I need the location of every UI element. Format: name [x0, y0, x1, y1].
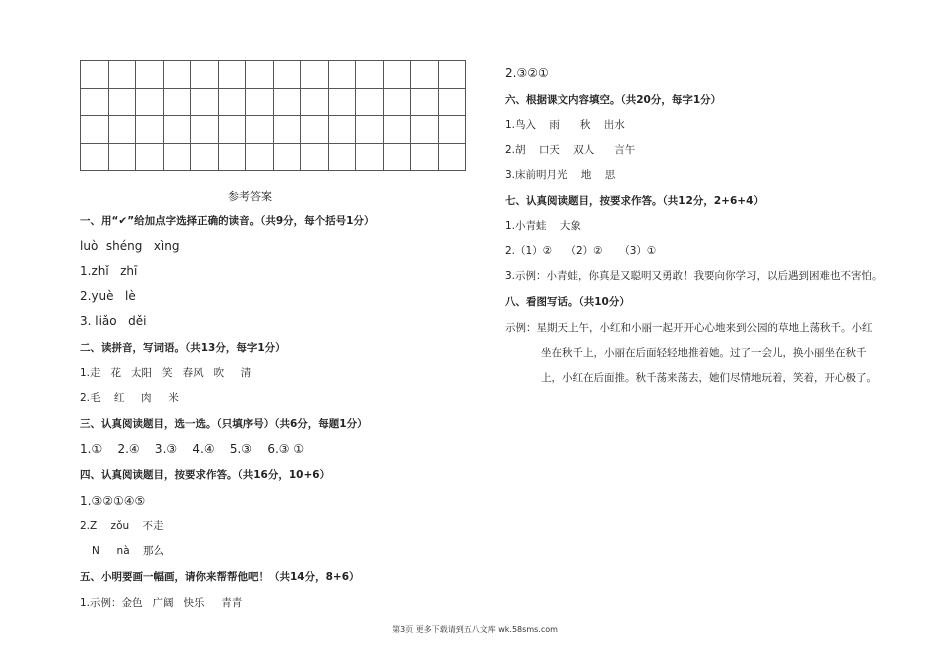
grid-cell — [191, 116, 219, 144]
q1-heading: 一、用“✔”给加点字选择正确的读音。（共9分，每个括号1分） — [80, 215, 375, 227]
q1-item-2: 2.yuè lè — [80, 289, 136, 303]
q4-item-3: N nà 那么 — [92, 545, 164, 557]
grid-cell — [356, 89, 384, 117]
grid-cell — [384, 144, 412, 172]
q5-heading: 五、小明要画一幅画，请你来帮帮他吧！（共14分，8+6） — [80, 571, 360, 583]
q4-item-2: 2.Z zǒu 不走 — [80, 520, 164, 532]
grid-cell — [329, 144, 357, 172]
q8-line-2: 坐在秋千上，小丽在后面轻轻地推着她。过了一会儿，换小丽坐在秋千 — [541, 347, 867, 359]
answers-title: 参考答案 — [228, 190, 272, 203]
grid-cell — [384, 89, 412, 117]
q4-item-1: 1.③②①④⑤ — [80, 494, 146, 508]
grid-cell — [136, 116, 164, 144]
grid-cell — [109, 89, 137, 117]
q3-item-1: 1.① 2.④ 3.③ 4.④ 5.③ 6.③ ① — [80, 442, 305, 456]
grid-cell — [356, 116, 384, 144]
grid-cell — [246, 116, 274, 144]
grid-cell — [109, 61, 137, 89]
q7-item-3: 3.示例：小青蛙，你真是又聪明又勇敢！我要向你学习，以后遇到困难也不害怕。 — [505, 270, 883, 282]
grid-cell — [219, 144, 247, 172]
grid-cell — [246, 144, 274, 172]
grid-cell — [411, 61, 439, 89]
grid-cell — [81, 61, 109, 89]
q5-item-2: 2.③②① — [505, 66, 549, 80]
q6-heading: 六、根据课文内容填空。（共20分，每字1分） — [505, 94, 722, 106]
grid-cell — [329, 61, 357, 89]
page-footer: 第3页 更多下载请到五八文库 wk.58sms.com — [392, 625, 558, 634]
grid-cell — [439, 116, 467, 144]
q8-line-3: 上，小红在后面推。秋千荡来荡去，她们尽情地玩着，笑着，开心极了。 — [541, 372, 877, 384]
grid-cell — [246, 61, 274, 89]
grid-cell — [301, 144, 329, 172]
grid-cell — [356, 144, 384, 172]
q1-item-1: 1.zhǐ zhī — [80, 264, 138, 278]
q6-item-2: 2.胡 口天 双人 言午 — [505, 144, 636, 156]
q1-item-3: 3. liǎo děi — [80, 314, 147, 328]
grid-cell — [439, 89, 467, 117]
grid-cell — [164, 144, 192, 172]
grid-cell — [164, 116, 192, 144]
grid-cell — [274, 89, 302, 117]
grid-cell — [384, 116, 412, 144]
grid-cell — [274, 61, 302, 89]
grid-cell — [219, 61, 247, 89]
grid-cell — [329, 116, 357, 144]
grid-cell — [356, 61, 384, 89]
q5-item-1: 1.示例：金色 广阔 快乐 青青 — [80, 597, 243, 609]
q6-item-3: 3.床前明月光 地 思 — [505, 169, 616, 181]
grid-cell — [411, 89, 439, 117]
grid-cell — [191, 89, 219, 117]
q2-item-2: 2.毛 红 肉 米 — [80, 392, 179, 404]
q2-heading: 二、读拼音，写词语。（共13分，每字1分） — [80, 342, 286, 354]
grid-cell — [136, 89, 164, 117]
grid-cell — [81, 89, 109, 117]
q3-heading: 三、认真阅读题目，选一选。（只填序号）（共6分，每题1分） — [80, 418, 368, 430]
q8-heading: 八、看图写话。（共10分） — [505, 296, 630, 308]
q6-item-1: 1.鸟入 雨 秋 出水 — [505, 119, 625, 131]
writing-grid — [80, 60, 466, 171]
grid-cell — [439, 144, 467, 172]
q4-heading: 四、认真阅读题目，按要求作答。（共16分，10+6） — [80, 469, 331, 481]
grid-cell — [136, 144, 164, 172]
q7-heading: 七、认真阅读题目，按要求作答。（共12分，2+6+4） — [505, 195, 764, 207]
grid-cell — [191, 144, 219, 172]
grid-cell — [329, 89, 357, 117]
q1-pinyin-row: luò shéng xìng — [80, 239, 180, 253]
grid-cell — [164, 61, 192, 89]
grid-cell — [246, 89, 274, 117]
q7-item-2: 2.（1）② （2）② （3）① — [505, 245, 657, 257]
grid-cell — [191, 61, 219, 89]
grid-cell — [109, 116, 137, 144]
grid-cell — [219, 116, 247, 144]
q7-item-1: 1.小青蛙 大象 — [505, 220, 581, 232]
grid-cell — [81, 116, 109, 144]
grid-cell — [164, 89, 192, 117]
grid-cell — [274, 116, 302, 144]
grid-cell — [219, 89, 247, 117]
grid-cell — [384, 61, 412, 89]
grid-cell — [109, 144, 137, 172]
grid-cell — [411, 144, 439, 172]
grid-cell — [301, 61, 329, 89]
grid-cell — [439, 61, 467, 89]
grid-cell — [301, 89, 329, 117]
grid-cell — [301, 116, 329, 144]
grid-cell — [81, 144, 109, 172]
grid-cell — [136, 61, 164, 89]
q2-item-1: 1.走 花 太阳 笑 春风 吹 清 — [80, 367, 252, 379]
grid-cell — [411, 116, 439, 144]
grid-cell — [274, 144, 302, 172]
q8-line-1: 示例：星期天上午，小红和小丽一起开开心心地来到公园的草地上荡秋千。小红 — [505, 322, 873, 334]
